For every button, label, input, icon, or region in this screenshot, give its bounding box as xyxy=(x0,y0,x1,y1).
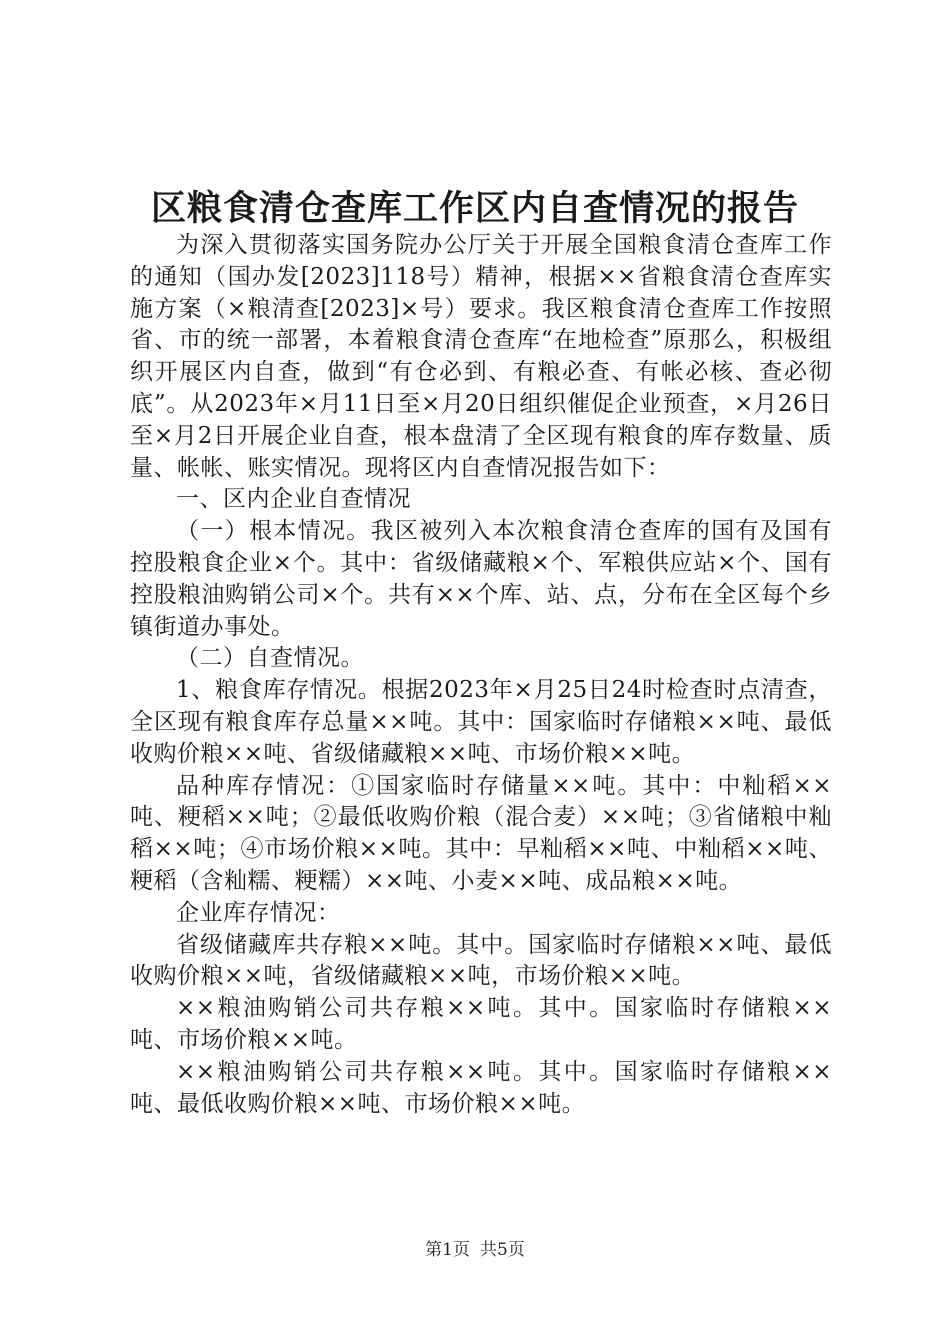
section-heading-1: 一、区内企业自查情况 xyxy=(176,486,411,513)
document-body xyxy=(130,230,832,1120)
paragraph-basic-situation: （一）根本情况。我区被列入本次粮食清仓查库的国有及国有控股粮食企业×个。其中：省级储藏粮×个、军粮供应站×个、国有控股粮油购销公司×个。共有××个库、站、点，分布在全区每个乡镇街道办事处。 xyxy=(130,518,832,640)
paragraph-intro: 为深入贯彻落实国务院办公厅关于开展全国粮食清仓查库工作的通知（国办发[2023]118号）精神，根据××省粮食清仓查库实施方案（×粮清查[2023]×号）要求。我区粮食清仓查库工作按照省、市的统一部署，本着粮食清仓查库“在地检查”原那么，积极组织开展区内自查，做到“有仓必到、有粮必查、有帐必核、查必彻底”。从2023年×月11日至×月20日组织催促企业预查，×月26日至×月2日开展企业自查，根本盘清了全区现有粮食的库存数量、质量、帐帐、账实情况。现将区内自查情况报告如下： xyxy=(130,232,832,481)
paragraph-provincial-reserve: 省级储藏库共存粮××吨。其中。国家临时存储粮××吨、最低收购价粮××吨，省级储藏粮××吨，市场价粮××吨。 xyxy=(130,931,832,990)
subsection-heading-self-check: （二）自查情况。 xyxy=(176,645,364,672)
page-number: 第1页 xyxy=(425,1240,470,1260)
paragraph-enterprise-stock-heading: 企业库存情况： xyxy=(176,899,341,926)
document-title: 区粮食清仓查库工作区内自查情况的报告 xyxy=(150,188,799,229)
paragraph-company-a: ××粮油购销公司共存粮××吨。其中。国家临时存储粮××吨、市场价粮××吨。 xyxy=(130,995,832,1053)
paragraph-grain-stock: 1、粮食库存情况。根据2023年×月25日24时检查时点清查，全区现有粮食库存总量××吨。其中：国家临时存储粮××吨、最低收购价粮××吨、省级储藏粮××吨、市场价粮××吨。 xyxy=(130,677,832,767)
paragraph-company-b: ××粮油购销公司共存粮××吨。其中。国家临时存储粮××吨、最低收购价粮××吨、市场价粮××吨。 xyxy=(130,1058,832,1117)
page-footer xyxy=(0,1238,950,1262)
page-total: 共5页 xyxy=(480,1240,525,1260)
paragraph-variety-stock: 品种库存情况：①国家临时存储量××吨。其中：中籼稻××吨、粳稻××吨；②最低收购价粮（混合麦）××吨；③省储粮中籼稻××吨；④市场价粮××吨。其中：早籼稻××吨、中籼稻××吨、粳稻（含籼糯、粳糯）××吨、小麦××吨、成品粮××吨。 xyxy=(130,772,832,894)
